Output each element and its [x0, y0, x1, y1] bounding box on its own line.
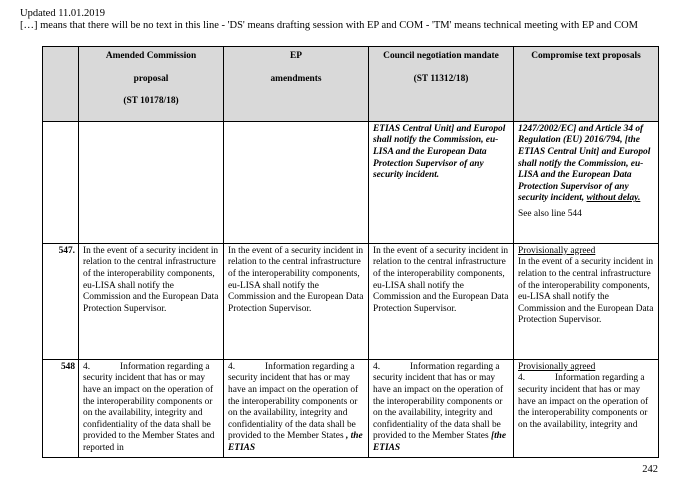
compromise-underlined: without delay. — [586, 193, 641, 204]
line-number: 548 — [43, 359, 79, 457]
council-text: Information regarding a security incident that has or may have an impact on the operation of the interoperability components or on the availability, integrity and confidentiality of the data shall be provided to the Member States — [373, 361, 504, 442]
council-text: ETIAS Central Unit] and Europol shall notify the Commission, eu-LISA and the European Data Protection Supervisor of any security incident. — [373, 123, 506, 181]
table-row — [43, 121, 659, 243]
para-number: 4. — [373, 361, 381, 372]
comparison-table — [42, 46, 659, 458]
line-number: 547. — [43, 243, 79, 359]
commission-text: In the event of a security incident in relation to the central infrastructure of the interoperability components, eu-LISA shall notify the Commission and the European Data Protection Supervisor. — [79, 243, 224, 359]
para-number: 4. — [228, 361, 236, 372]
commission-text: Information regarding a security incident that has or may have an impact on the operation of the interoperability components or on the availability, integrity and confidentiality of the data shall be provided to the Member States and reported in — [83, 361, 215, 453]
header-commission: Amended Commission proposal (ST 10178/18) — [79, 47, 224, 122]
table-header-row — [43, 47, 659, 122]
council-amendment: [the ETIAS — [373, 431, 507, 453]
council-text: In the event of a security incident in relation to the central infrastructure of the interoperability components, eu-LISA shall notify the Commission and the European Data Protection Supervisor. — [369, 243, 514, 359]
compromise-text: In the event of a security incident in relation to the central infrastructure of the interoperability components, eu-LISA shall notify the Commission and the European Data Protection Supervisor. — [518, 257, 654, 326]
table-row — [43, 359, 659, 457]
agreed-status: Provisionally agreed — [518, 361, 596, 372]
ep-text: Information regarding a security incident that has or may have an impact on the operation of the interoperability components or on the availability, integrity and confidentiality of the data shall be provided to the Member States — [228, 361, 359, 442]
page-number: 242 — [642, 464, 658, 475]
agreed-status: Provisionally agreed — [518, 245, 596, 256]
table-row — [43, 243, 659, 359]
legend-text: […] means that there will be no text in this line - 'DS' means drafting session with EP and COM - 'TM' means technical meeting with EP and COM — [20, 20, 639, 31]
header-ep: EP amendments — [224, 47, 369, 122]
ep-amendment: , the ETIAS — [228, 431, 363, 453]
header-compromise: Compromise text proposals — [514, 47, 659, 122]
compromise-text: 1247/2002/EC] and Article 34 of Regulation (EU) 2016/794, [the ETIAS Central Unit] and Europol shall notify the Commission, eu-LISA and the European Data Protection Supervisor of any security incident, — [518, 123, 651, 204]
ep-text: In the event of a security incident in relation to the central infrastructure of the interoperability components, eu-LISA shall notify the Commission and the European Data Protection Supervisor. — [224, 243, 369, 359]
compromise-text: Information regarding a security incident that has or may have an impact on the operation of the interoperability components or on the availability, integrity and — [518, 373, 649, 430]
para-number: 4. — [518, 373, 526, 384]
para-number: 4. — [83, 361, 91, 372]
updated-date: Updated 11.01.2019 — [20, 8, 106, 19]
header-council: Council negotiation mandate (ST 11312/18) — [369, 47, 514, 122]
see-also-note: See also line 544 — [518, 208, 582, 219]
header-num-cell — [43, 47, 79, 122]
